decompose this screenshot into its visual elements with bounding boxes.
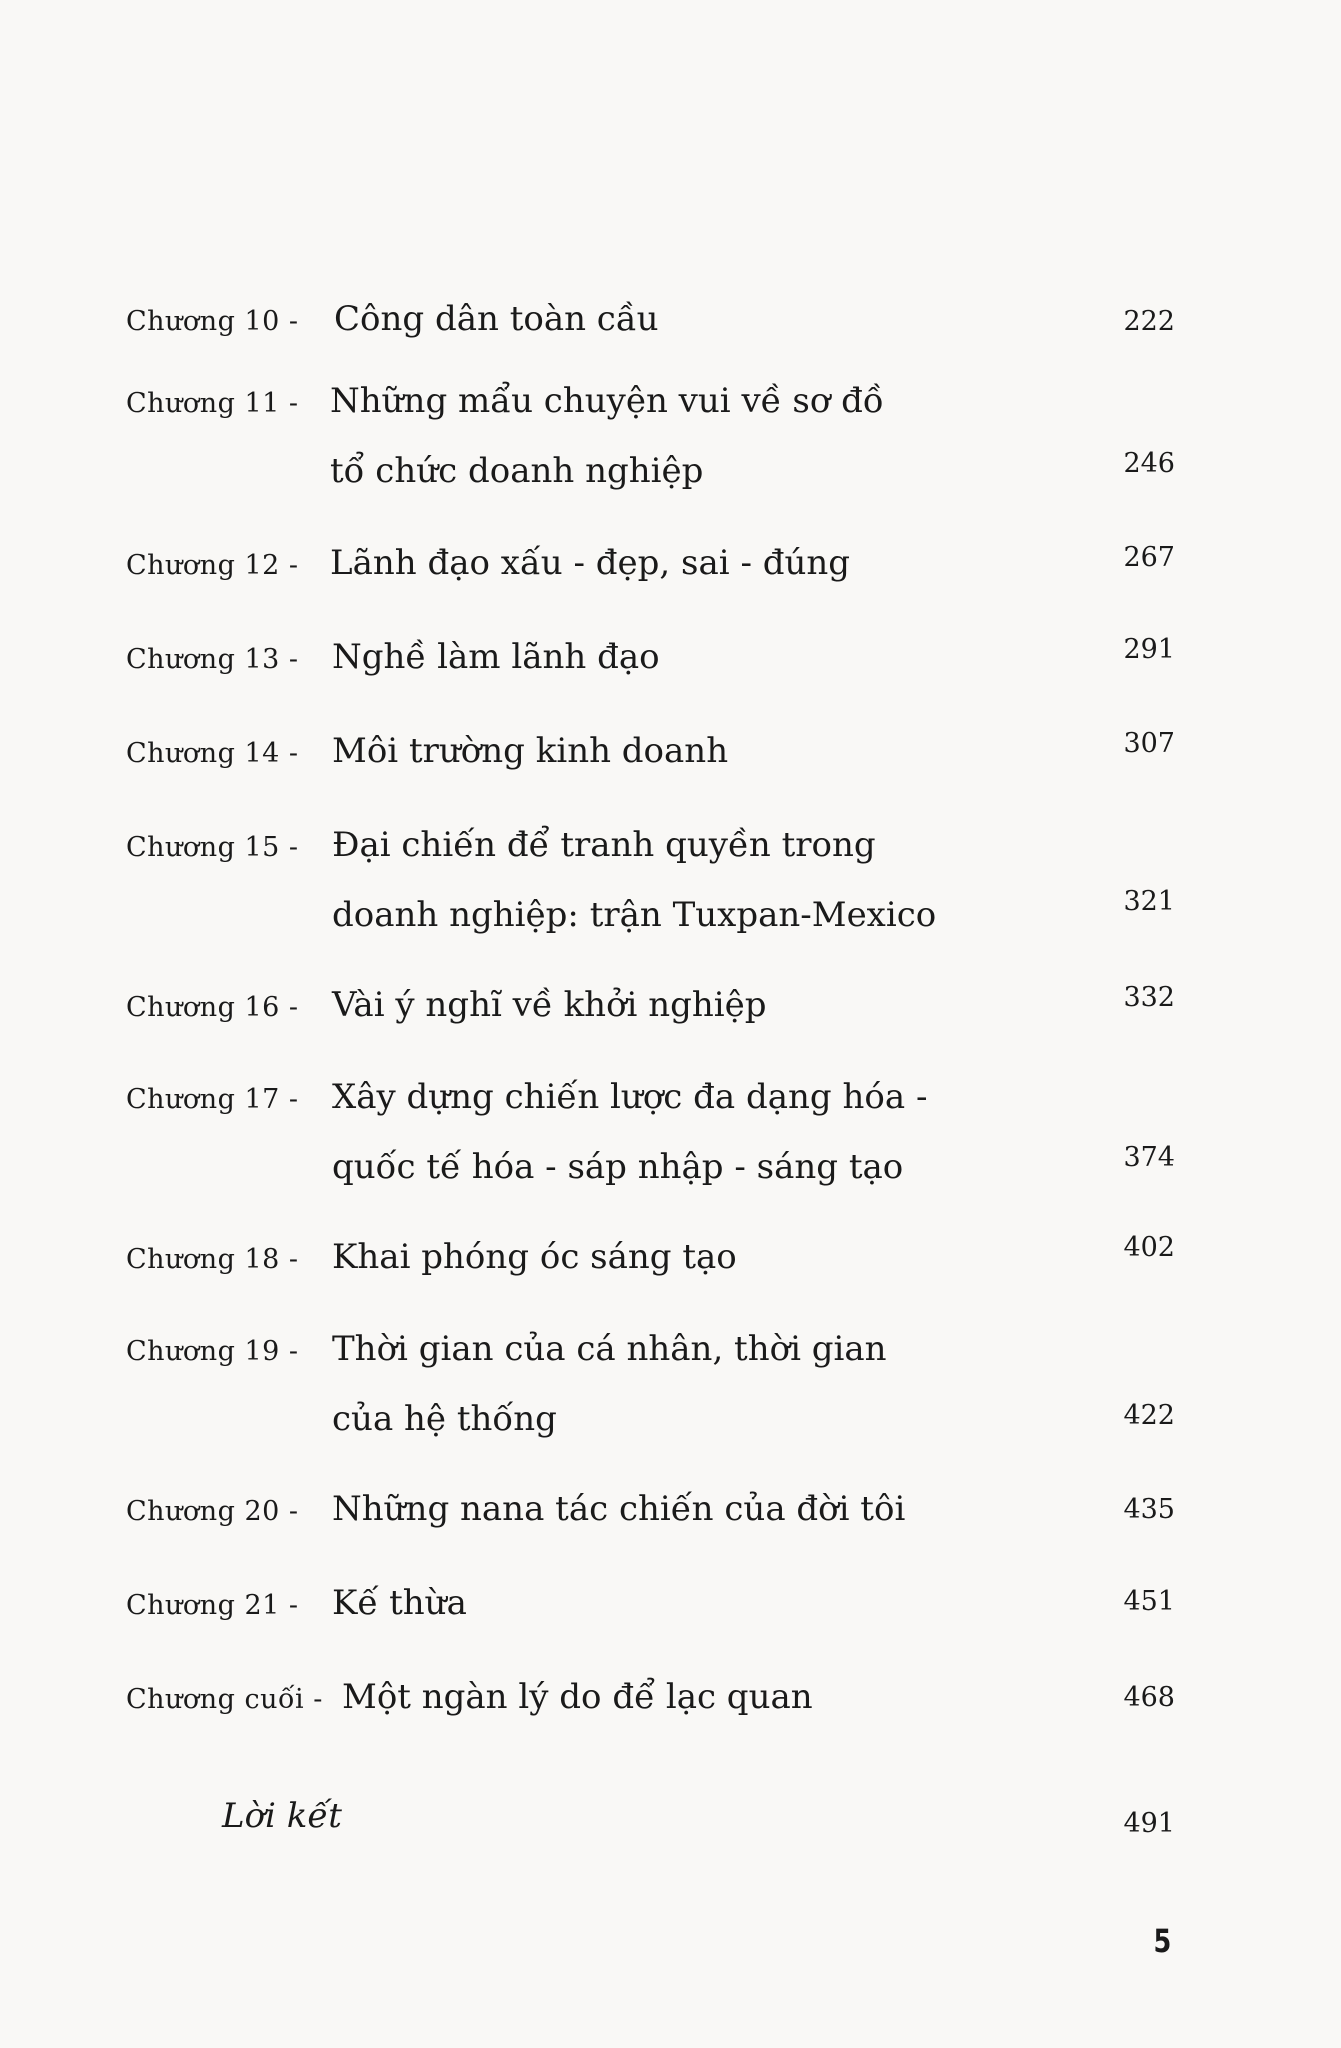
page-number: 402 (1123, 1232, 1175, 1263)
page-number: 321 (1123, 886, 1175, 917)
chapter-label: Chương 13 - (126, 644, 299, 675)
chapter-title (332, 970, 767, 1040)
chapter-label: Chương 10 - (126, 306, 299, 337)
chapter-label: Chương 19 - (126, 1336, 299, 1367)
chapter-title (342, 1662, 813, 1732)
chapter-label: Chương 21 - (126, 1590, 299, 1621)
page-number: 246 (1123, 448, 1175, 479)
chapter-title (330, 528, 850, 598)
chapter-title (332, 1062, 927, 1202)
chapter-label: Chương 15 - (126, 832, 299, 863)
chapter-label: Chương 20 - (126, 1496, 299, 1527)
page-number: 468 (1123, 1682, 1175, 1713)
chapter-title-line: của hệ thống (332, 1399, 557, 1439)
chapter-title-line: Môi trường kinh doanh (332, 731, 729, 771)
chapter-title-line: Nghề làm lãnh đạo (332, 637, 660, 677)
chapter-title-line: tổ chức doanh nghiệp (330, 451, 704, 491)
chapter-title-line: Vài ý nghĩ về khởi nghiệp (332, 985, 767, 1025)
chapter-title-line: Những mẩu chuyện vui về sơ đồ (330, 381, 884, 421)
page-number: 267 (1123, 542, 1175, 573)
chapter-label: Chương 11 - (126, 388, 299, 419)
chapter-title (332, 1474, 905, 1544)
chapter-title (332, 1314, 887, 1454)
chapter-title-line: Đại chiến để tranh quyền trong (332, 825, 876, 865)
chapter-title (332, 1222, 737, 1292)
page-number: 491 (1123, 1808, 1175, 1839)
epilogue-title: Lời kết (222, 1796, 342, 1836)
chapter-title (334, 284, 659, 354)
page-number: 332 (1123, 982, 1175, 1013)
chapter-title-line: doanh nghiệp: trận Tuxpan-Mexico (332, 895, 937, 935)
page-number: 435 (1123, 1494, 1175, 1525)
chapter-title-line: Lãnh đạo xấu - đẹp, sai - đúng (330, 543, 851, 583)
chapter-label: Chương 16 - (126, 992, 299, 1023)
page-number: 422 (1123, 1400, 1175, 1431)
chapter-label: Chương 17 - (126, 1084, 299, 1115)
page-folio: 5 (1153, 1922, 1171, 1960)
chapter-title (332, 716, 728, 786)
chapter-title (332, 810, 936, 950)
chapter-label: Chương cuối - (126, 1684, 323, 1715)
chapter-title-line: Công dân toàn cầu (334, 299, 659, 339)
chapter-label: Chương 14 - (126, 738, 299, 769)
page-number: 374 (1123, 1142, 1175, 1173)
chapter-title (332, 622, 660, 692)
page-number: 307 (1123, 728, 1175, 759)
chapter-title (332, 1568, 467, 1638)
chapter-label: Chương 12 - (126, 550, 299, 581)
chapter-label: Chương 18 - (126, 1244, 299, 1275)
chapter-title-line: Một ngàn lý do để lạc quan (342, 1677, 813, 1717)
page-number: 291 (1123, 634, 1175, 665)
chapter-title-line: Những nana tác chiến của đời tôi (332, 1489, 906, 1529)
chapter-title-line: Khai phóng óc sáng tạo (332, 1237, 737, 1277)
chapter-title (330, 366, 884, 506)
chapter-title-line: Xây dựng chiến lược đa dạng hóa - (332, 1077, 928, 1117)
chapter-title-line: Kế thừa (332, 1583, 467, 1623)
chapter-title-line: Thời gian của cá nhân, thời gian (332, 1329, 887, 1369)
page-number: 451 (1123, 1586, 1175, 1617)
page-number: 222 (1123, 306, 1175, 337)
chapter-title-line: quốc tế hóa - sáp nhập - sáng tạo (332, 1147, 904, 1187)
